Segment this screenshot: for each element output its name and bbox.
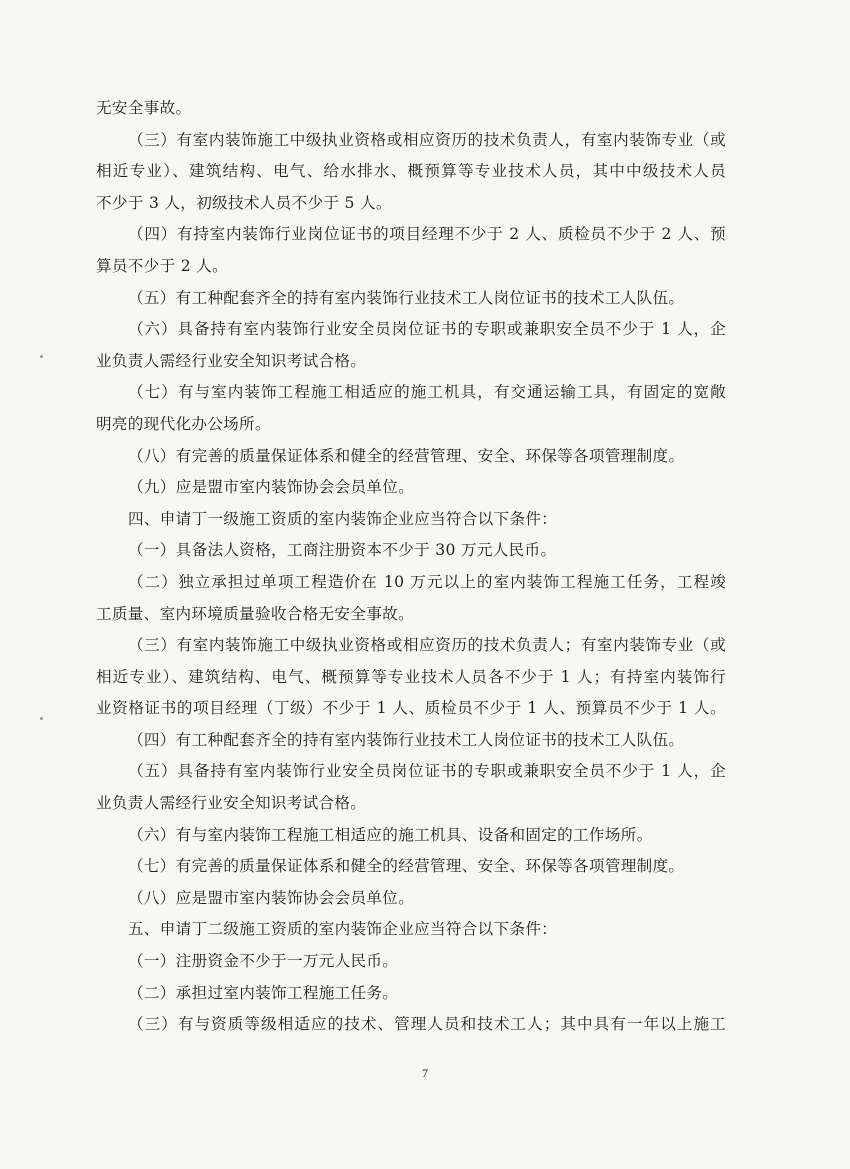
scan-speck <box>40 717 43 720</box>
page-number: 7 <box>422 1066 428 1080</box>
section-heading: 五、申请丁二级施工资质的室内装饰企业应当符合以下条件： <box>128 920 558 939</box>
text-line: （三）有与资质等级相适应的技术、管理人员和技术工人；其中具有一年以上施工 <box>128 1015 726 1034</box>
text-line: 不少于 3 人，初级技术人员不少于 5 人。 <box>96 193 392 212</box>
text-line: （七）有与室内装饰工程施工相适应的施工机具，有交通运输工具，有固定的宽敞 <box>128 383 726 402</box>
text-line: （四）有工种配套齐全的持有室内装饰行业技术工人岗位证书的技术工人队伍。 <box>128 730 685 749</box>
section-heading: 四、申请丁一级施工资质的室内装饰企业应当符合以下条件： <box>128 509 558 528</box>
text-line: （五）具备持有室内装饰行业安全员岗位证书的专职或兼职安全员不少于 1 人，企 <box>128 762 726 781</box>
text-line: （五）有工种配套齐全的持有室内装饰行业技术工人岗位证书的技术工人队伍。 <box>128 288 685 307</box>
text-line: 业负责人需经行业安全知识考试合格。 <box>96 794 367 813</box>
text-line: 业资格证书的项目经理（丁级）不少于 1 人、质检员不少于 1 人、预算员不少于 1 人。 <box>96 699 726 718</box>
text-line: 工质量、室内环境质量验收合格无安全事故。 <box>96 604 414 623</box>
text-line: （七）有完善的质量保证体系和健全的经营管理、安全、环保等各项管理制度。 <box>128 857 685 876</box>
text-line: 业负责人需经行业安全知识考试合格。 <box>96 351 367 370</box>
text-line: 无安全事故。 <box>96 99 192 117</box>
text-line: （一）具备法人资格，工商注册资本不少于 30 万元人民币。 <box>128 541 557 560</box>
text-line: （八）有完善的质量保证体系和健全的经营管理、安全、环保等各项管理制度。 <box>128 446 685 465</box>
text-line: 相近专业）、建筑结构、电气、给水排水、概预算等专业技术人员，其中中级技术人员 <box>96 162 726 181</box>
text-line: 算员不少于 2 人。 <box>96 256 228 275</box>
document-body <box>96 93 726 1041</box>
text-line: （二）独立承担过单项工程造价在 10 万元以上的室内装饰工程施工任务，工程竣 <box>128 572 726 591</box>
scan-speck <box>40 355 43 358</box>
text-line: （四）有持室内装饰行业岗位证书的项目经理不少于 2 人、质检员不少于 2 人、预 <box>128 225 726 244</box>
text-line: （六）具备持有室内装饰行业安全员岗位证书的专职或兼职安全员不少于 1 人，企 <box>128 320 726 339</box>
text-line: （一）注册资金不少于一万元人民币。 <box>128 952 399 971</box>
text-line: （六）有与室内装饰工程施工相适应的施工机具、设备和固定的工作场所。 <box>128 825 653 844</box>
text-line: （三）有室内装饰施工中级执业资格或相应资历的技术负责人；有室内装饰专业（或 <box>128 636 726 655</box>
text-line: （二）承担过室内装饰工程施工任务。 <box>128 983 399 1002</box>
text-line: （九）应是盟市室内装饰协会会员单位。 <box>128 478 415 497</box>
text-line: （八）应是盟市室内装饰协会会员单位。 <box>128 888 415 907</box>
text-line: （三）有室内装饰施工中级执业资格或相应资历的技术负责人，有室内装饰专业（或 <box>128 130 726 149</box>
text-line: 明亮的现代化办公场所。 <box>96 414 271 433</box>
text-line: 相近专业）、建筑结构、电气、概预算等专业技术人员各不少于 1 人；有持室内装饰行 <box>96 667 726 686</box>
